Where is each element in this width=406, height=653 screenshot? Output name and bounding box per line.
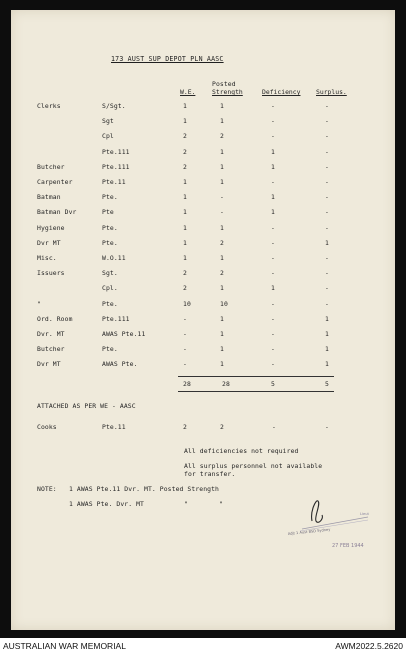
cell-surplus: 1: [325, 238, 329, 247]
cell-rank: W.O.11: [102, 254, 126, 262]
cell-we: -: [183, 330, 187, 338]
attached-surplus: -: [325, 423, 329, 431]
cell-surplus: -: [325, 102, 329, 110]
nb-line2: 1 AWAS Pte. Dvr. MT: [69, 500, 145, 508]
cell-trade: Dvr. MT: [37, 330, 65, 338]
cell-surplus: -: [325, 193, 329, 202]
cell-trade: Clerks: [37, 102, 61, 110]
cell-posted-strength: -: [220, 193, 224, 202]
cell-posted-strength: 2: [220, 132, 224, 141]
attached-heading: ATTACHED AS PER WE - AASC: [37, 402, 136, 410]
cell-surplus: -: [325, 269, 329, 278]
nb-line1: 1 AWAS Pte.11 Dvr. MT. Posted Strength: [69, 485, 220, 493]
cell-we: 10: [183, 299, 191, 308]
cell-we: 2: [183, 284, 187, 293]
attached-rank: Pte.11: [102, 423, 126, 431]
cell-trade: Misc.: [37, 254, 57, 262]
nb-label: NOTE:: [37, 485, 57, 493]
cell-posted-strength: 1: [220, 117, 224, 126]
note-deficiencies: All deficiencies not required: [184, 447, 299, 455]
nb-ditto-1: ": [184, 500, 188, 508]
cell-deficiency: 1: [271, 208, 275, 217]
cell-posted-strength: 1: [220, 178, 224, 186]
cell-rank: Pte.: [102, 193, 118, 202]
total-deficiency: 5: [271, 380, 275, 388]
cell-surplus: -: [325, 223, 329, 232]
cell-we: 2: [183, 147, 187, 156]
cell-surplus: -: [325, 147, 329, 156]
cell-rank: Sgt: [102, 117, 114, 126]
cell-trade: Batman: [37, 193, 61, 202]
cell-deficiency: 1: [271, 284, 275, 293]
cell-surplus: -: [325, 162, 329, 171]
cell-we: 1: [183, 178, 187, 186]
cell-posted-strength: 2: [220, 269, 224, 278]
cell-posted-strength: 1: [220, 162, 224, 171]
cell-rank: Pte.: [102, 299, 118, 308]
svg-text:Adjt 1 Aust BSD Sydney: Adjt 1 Aust BSD Sydney: [287, 527, 331, 536]
footer-institution: AUSTRALIAN WAR MEMORIAL: [3, 641, 126, 651]
cell-rank: Pte.: [102, 223, 118, 232]
cell-surplus: -: [325, 299, 329, 308]
cell-rank: Cpl.: [102, 284, 118, 293]
cell-posted-strength: 1: [220, 102, 224, 110]
cell-rank: AWAS Pte.11: [102, 330, 146, 338]
header-we: W.E.: [180, 88, 196, 96]
cell-deficiency: -: [271, 238, 275, 247]
cell-we: 1: [183, 238, 187, 247]
cell-rank: Sgt.: [102, 269, 118, 278]
cell-posted-strength: 1: [220, 223, 224, 232]
cell-posted-strength: 1: [220, 345, 224, 354]
cell-surplus: 1: [325, 314, 329, 323]
cell-posted-strength: 1: [220, 360, 224, 369]
cell-surplus: -: [325, 284, 329, 293]
cell-rank: Pte: [102, 208, 114, 217]
cell-we: 1: [183, 102, 187, 110]
cell-trade: Butcher: [37, 162, 65, 171]
cell-surplus: -: [325, 132, 329, 141]
header-surplus: Surplus.: [316, 88, 347, 96]
cell-deficiency: -: [271, 269, 275, 278]
cell-we: -: [183, 345, 187, 354]
cell-surplus: -: [325, 254, 329, 262]
cell-rank: S/Sgt.: [102, 102, 126, 110]
svg-text:Lieut: Lieut: [360, 512, 369, 516]
cell-trade: Carpenter: [37, 178, 73, 186]
cell-rank: Pte.: [102, 238, 118, 247]
cell-we: 1: [183, 254, 187, 262]
total-we: 28: [183, 380, 191, 388]
note-surplus-line2: for transfer.: [184, 470, 236, 478]
cell-surplus: -: [325, 117, 329, 126]
cell-deficiency: -: [271, 314, 275, 323]
cell-deficiency: -: [271, 360, 275, 369]
cell-posted-strength: 10: [220, 299, 228, 308]
attached-deficiency: -: [272, 423, 276, 431]
cell-posted-strength: 1: [220, 147, 224, 156]
total-surplus: 5: [325, 380, 329, 388]
total-rule-bottom: [178, 391, 334, 392]
cell-we: 2: [183, 269, 187, 278]
cell-trade: Dvr MT: [37, 238, 61, 247]
note-surplus-line1: All surplus personnel not available: [184, 462, 323, 470]
cell-deficiency: -: [271, 117, 275, 126]
official-stamp-signature: [272, 495, 382, 555]
cell-deficiency: 1: [271, 147, 275, 156]
cell-we: 2: [183, 132, 187, 141]
cell-deficiency: -: [271, 299, 275, 308]
cell-posted-strength: 2: [220, 238, 224, 247]
cell-deficiency: -: [271, 102, 275, 110]
header-posted-line1: Posted: [212, 80, 236, 88]
cell-trade: Ord. Room: [37, 314, 73, 323]
total-posted: 28: [222, 380, 230, 388]
cell-surplus: 1: [325, 360, 329, 369]
cell-deficiency: -: [271, 132, 275, 141]
cell-deficiency: -: [271, 330, 275, 338]
header-posted-line2: Strength: [212, 88, 243, 96]
cell-we: 1: [183, 193, 187, 202]
nb-ditto-2: ": [219, 500, 223, 508]
cell-trade: Dvr MT: [37, 360, 61, 369]
cell-deficiency: -: [271, 223, 275, 232]
cell-deficiency: -: [271, 345, 275, 354]
svg-text:27 FEB 1944: 27 FEB 1944: [332, 543, 364, 549]
cell-surplus: 1: [325, 345, 329, 354]
cell-surplus: -: [325, 208, 329, 217]
cell-deficiency: 1: [271, 162, 275, 171]
cell-we: -: [183, 360, 187, 369]
cell-we: -: [183, 314, 187, 323]
cell-deficiency: -: [271, 254, 275, 262]
cell-we: 1: [183, 117, 187, 126]
cell-rank: Pte.111: [102, 147, 130, 156]
cell-trade: Batman Dvr: [37, 208, 77, 217]
cell-rank: AWAS Pte.: [102, 360, 138, 369]
cell-trade: ": [37, 299, 41, 308]
cell-posted-strength: 1: [220, 254, 224, 262]
cell-rank: Pte.111: [102, 162, 130, 171]
cell-deficiency: -: [271, 178, 275, 186]
cell-rank: Cpl: [102, 132, 114, 141]
document-title: 173 AUST SUP DEPOT PLN AASC: [111, 55, 224, 63]
cell-trade: Butcher: [37, 345, 65, 354]
cell-posted-strength: -: [220, 208, 224, 217]
header-deficiency: Deficiency: [262, 88, 301, 96]
footer-accession-number: AWM2022.5.2620: [335, 641, 403, 651]
attached-we: 2: [183, 423, 187, 431]
total-rule-top: [178, 376, 334, 377]
cell-posted-strength: 1: [220, 330, 224, 338]
cell-surplus: -: [325, 178, 329, 186]
cell-posted-strength: 1: [220, 284, 224, 293]
cell-rank: Pte.11: [102, 178, 126, 186]
cell-deficiency: 1: [271, 193, 275, 202]
cell-trade: Hygiene: [37, 223, 65, 232]
cell-rank: Pte.: [102, 345, 118, 354]
cell-we: 1: [183, 208, 187, 217]
cell-we: 2: [183, 162, 187, 171]
cell-posted-strength: 1: [220, 314, 224, 323]
attached-trade: Cooks: [37, 423, 57, 431]
cell-trade: Issuers: [37, 269, 65, 278]
cell-rank: Pte.111: [102, 314, 130, 323]
attached-posted: 2: [220, 423, 224, 431]
cell-surplus: 1: [325, 330, 329, 338]
cell-we: 1: [183, 223, 187, 232]
